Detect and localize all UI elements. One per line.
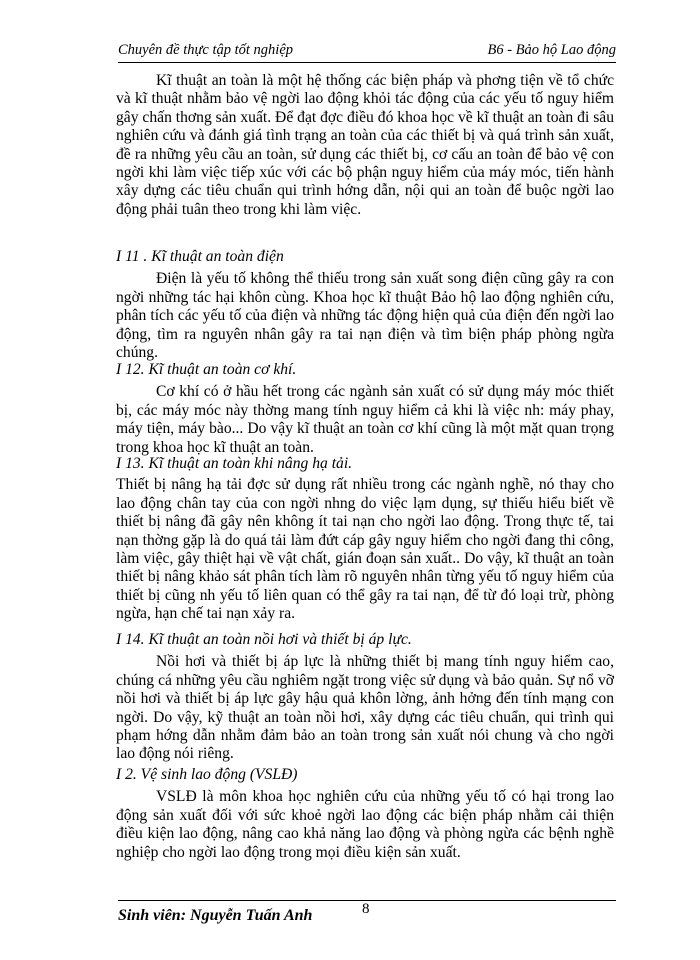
- section-heading: I 2. Vệ sinh lao động (VSLĐ): [116, 766, 298, 783]
- footer-author: Sinh viên: Nguyễn Tuấn Anh: [118, 907, 313, 924]
- section-heading: I 11 . Kĩ thuật an toàn điện: [116, 248, 284, 265]
- section-paragraph: Điện là yếu tố không thể thiếu trong sản xuất song điện cũng gây ra con ngời những tác hại khôn cùng. Khoa học kĩ thuật Bảo hộ lao động nghiên cứu, phân tích các yếu tố của điện và những tác động hiện quả của điện đến ngời lao động, tìm ra nguyên nhân gây ra tai nạn điện và tìm biện pháp phòng ngừa chúng.: [116, 270, 614, 362]
- page-number: 8: [362, 901, 370, 917]
- section-boiler-safety: [116, 631, 614, 764]
- section-lifting-safety: [116, 455, 614, 624]
- section-mechanical-safety: [116, 361, 614, 457]
- section-paragraph: VSLĐ là môn khoa học nghiên cứu của những yếu tố có hại trong lao động sản xuất đối với sức khoẻ ngời lao động các biện pháp nhằm cải thiện điều kiện lao động, nâng cao khả năng lao động và phòng ngừa các bệnh nghề nghiệp cho ngời lao động trong mọi điều kiện sản xuất.: [116, 788, 614, 861]
- section-paragraph: Thiết bị nâng hạ tải đợc sử dụng rất nhiều trong các ngành nghề, nó thay cho lao động chân tay của con ngời nhng do việc lạm dụng, sự thiếu hiểu biết về thiết bị nâng đã gây nên không ít tai nạn cho ngời lao động. Trong thực tế, tai nạn thờng gặp là do quá tải làm đứt cáp gây nguy hiểm cho ngời đang thi công, làm việc, gây thiệt hại về vật chất, gián đoạn sản xuất.. Do vậy, kĩ thuật an toàn thiết bị nâng khảo sát phân tích làm rõ nguyên nhân từng yếu tố nguy hiểm của thiết bị cũng nh yếu tố liên quan có thể gây ra tai nạn, để từ đó loại trừ, phòng ngừa, hạn chế tai nạn xảy ra.: [116, 476, 614, 623]
- intro-section: [116, 72, 614, 219]
- page-footer: [118, 900, 616, 927]
- section-heading: I 13. Kĩ thuật an toàn khi nâng hạ tải.: [116, 455, 353, 472]
- section-heading: I 14. Kĩ thuật an toàn nồi hơi và thiết bị áp lực.: [116, 631, 412, 648]
- section-paragraph: Nồi hơi và thiết bị áp lực là những thiết bị mang tính nguy hiểm cao, chúng cá những yêu cầu nghiêm ngặt trong việc sử dụng và bảo quản. Sự nổ vỡ nồi hơi và thiết bị áp lực gây hậu quả khôn lờng, ảnh hởng đến tính mạng con ngời. Do vậy, kỹ thuật an toàn nồi hơi, xây dựng các tiêu chuẩn, qui trình qui phạm hớng dẫn nhằm đảm bảo an toàn trong sản xuất nói chung và cho ngời lao động nói riêng.: [116, 653, 614, 763]
- header-chapter-title: B6 - Bảo hộ Lao động: [487, 42, 616, 58]
- page-header: [118, 42, 616, 63]
- header-document-type: Chuyên đề thực tập tốt nghiệp: [118, 42, 294, 58]
- intro-paragraph: Kĩ thuật an toàn là một hệ thống các biện pháp và phơng tiện về tổ chức và kĩ thuật nhằm bảo vệ ngời lao động khỏi tác động của các yếu tố nguy hiểm gây chấn thơng sản xuất. Để đạt đợc điều đó khoa học về kĩ thuật an toàn đi sâu nghiên cứu và đánh giá tình trạng an toàn của các thiết bị và quá trình sản xuất, đề ra những yêu cầu an toàn, sử dụng các thiết bị, cơ cấu an toàn để bảo vệ con ngời khi làm việc tiếp xúc với các bộ phận nguy hiểm của máy móc, tiến hành xây dựng các tiêu chuẩn qui trình hớng dẫn, nội qui an toàn để buộc ngời lao động phải tuân theo trong khi làm việc.: [116, 72, 614, 218]
- section-heading: I 12. Kĩ thuật an toàn cơ khí.: [116, 361, 297, 378]
- section-occupational-hygiene: [116, 766, 614, 862]
- section-paragraph: Cơ khí có ở hầu hết trong các ngành sản xuất có sử dụng máy móc thiết bị, các máy móc này thờng mang tính nguy hiểm cả khi là việc nh: máy phay, máy tiện, máy bào... Do vậy kĩ thuật an toàn cơ khí cũng là một mặt quan trọng trong khoa học kĩ thuật an toàn.: [116, 383, 614, 456]
- section-electrical-safety: [116, 248, 614, 362]
